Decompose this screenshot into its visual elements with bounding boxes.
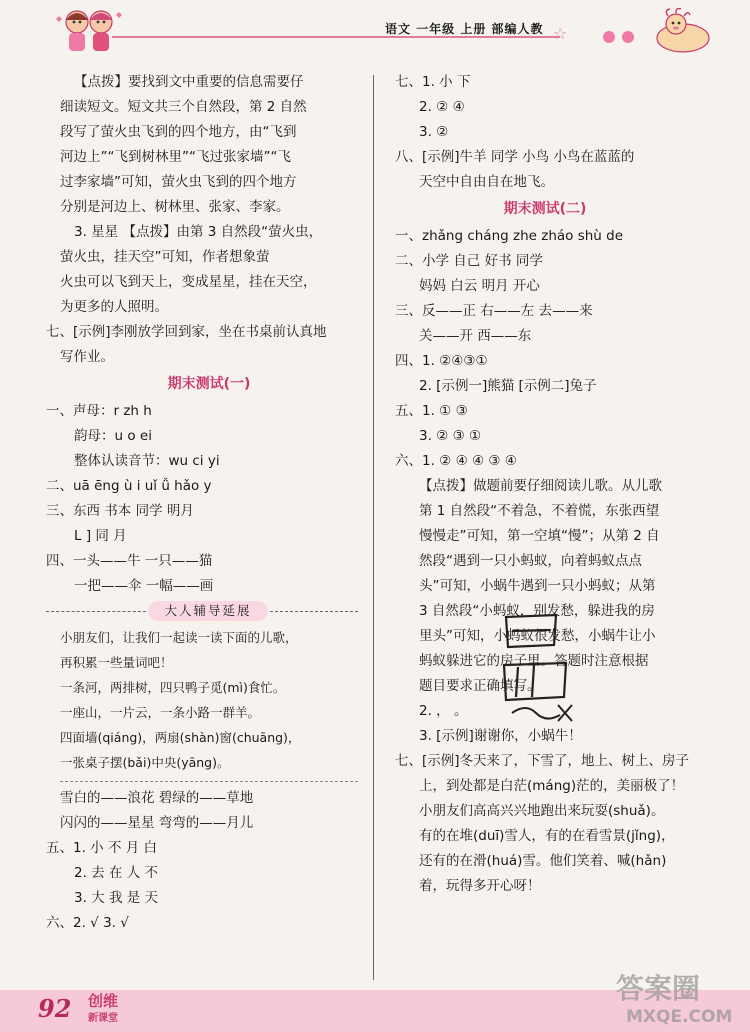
answer-line: 小朋友们高高兴兴地跑出来玩耍(shuǎ)。 xyxy=(419,803,665,819)
answer-line: 七、[示例]李刚放学回到家，坐在书桌前认真地 xyxy=(46,324,327,340)
answer-line: 五、1. ① ③ xyxy=(395,403,468,419)
answer-line: 妈妈 白云 明月 开心 xyxy=(419,278,540,294)
left-column xyxy=(46,70,358,936)
answer-line: 【点拨】要找到文中重要的信息需要仔 xyxy=(74,74,304,90)
column-divider xyxy=(373,75,374,980)
subject-line: 语文 一年级 上册 部编人教 xyxy=(385,22,544,36)
answer-line: 萤火虫，挂天空”可知，作者想象萤 xyxy=(60,249,270,265)
watermark-url: MXQE.COM xyxy=(626,1007,733,1027)
cartoon-kids-icon xyxy=(55,6,125,54)
answer-line: 二、uā ēng ù i uǐ ǚ hǎo y xyxy=(46,478,212,494)
poem-line: 四面墙(qiáng)，两扇(shàn)窗(chuāng)， xyxy=(60,730,301,745)
brand-line: 新课堂 xyxy=(88,1013,118,1024)
answer-line: 一把——伞 一幅——画 xyxy=(74,578,214,594)
answer-line: 一、声母：r zh h xyxy=(46,403,152,419)
answer-line: 2. ， 。 xyxy=(419,703,468,719)
extension-end-rule xyxy=(60,781,358,782)
answer-line: 六、2. √ 3. √ xyxy=(46,915,129,931)
answer-line: 3. 星星 【点拨】由第 3 自然段“萤火虫， xyxy=(74,224,323,240)
answer-line: L ] 同 月 xyxy=(74,528,127,544)
poem-line: 一张桌子摆(bǎi)中央(yāng)。 xyxy=(60,755,230,770)
answer-line: 过李家墙”可知，萤火虫飞到的四个地方 xyxy=(60,174,297,190)
note-line: 蚂蚁躲进它的房子里。答题时注意根据 xyxy=(419,653,649,669)
answer-line: 四、1. ②④③① xyxy=(395,353,488,369)
handwriting-scribble xyxy=(498,605,586,735)
note-line: 3 自然段“小蚂蚁，别发愁，躲进我的房 xyxy=(419,603,655,619)
answer-line: 八、[示例]牛羊 同学 小鸟 小鸟在蓝蓝的 xyxy=(395,149,635,165)
answer-line: 2. ② ④ xyxy=(419,99,465,115)
answer-line: 七、[示例]冬天来了，下雪了，地上、树上、房子 xyxy=(395,753,690,769)
note-line: 第 1 自然段“不着急，不着慌，东张西望 xyxy=(419,503,660,519)
answer-line: 写作业。 xyxy=(60,349,114,365)
answer-line: 关——开 西——东 xyxy=(419,328,532,344)
note-line: 题目要求正确填写。 xyxy=(419,678,541,694)
answer-line: 3. 大 我 是 天 xyxy=(74,890,159,906)
watermark-text: 答案圈 xyxy=(616,972,701,1005)
brand-logo xyxy=(88,992,118,1028)
note-line: 【点拨】做题前要仔细阅读儿歌。从儿歌 xyxy=(419,478,662,494)
extension-text: 小朋友们，让我们一起读一读下面的儿歌， xyxy=(60,630,298,645)
dot-icon xyxy=(622,31,634,43)
extension-header xyxy=(60,599,358,625)
answer-line: 2. [示例一]熊猫 [示例二]兔子 xyxy=(419,378,597,394)
answer-line: 河边上”“飞到树林里”“飞过张家墙”“飞 xyxy=(60,149,291,165)
page-header xyxy=(0,0,750,58)
answer-line: 还有的在滑(huá)雪。他们笑着、喊(hǎn) xyxy=(419,853,667,869)
poem-line: 一座山，一片云，一条小路一群羊。 xyxy=(60,705,261,720)
section-title: 期末测试(一) xyxy=(167,376,251,392)
answer-line: 五、1. 小 不 月 白 xyxy=(46,840,158,856)
answer-line: 天空中自由自在地飞。 xyxy=(419,174,554,190)
star-icon: ☆ xyxy=(553,24,568,43)
answer-line: 三、反——正 右——左 去——来 xyxy=(395,303,593,319)
section-title: 期末测试(二) xyxy=(503,201,587,217)
answer-line: 段写了萤火虫飞到的四个地方，由“飞到 xyxy=(60,124,297,140)
answer-line: 韵母：u o ei xyxy=(74,428,152,444)
answer-line: 3. ② ③ ① xyxy=(419,428,482,444)
extension-text: 再积累一些量词吧！ xyxy=(60,655,173,670)
answer-line: 着，玩得多开心呀！ xyxy=(419,878,541,894)
page-number: 92 xyxy=(38,994,72,1023)
answer-line: 为更多的人照明。 xyxy=(60,299,168,315)
dot-icon xyxy=(603,31,615,43)
cartoon-animal-icon xyxy=(648,8,718,54)
note-line: 里头”可知，小蚂蚁很发愁，小蜗牛让小 xyxy=(419,628,656,644)
answer-line: 一、zhǎng cháng zhe zháo shù de xyxy=(395,228,624,244)
answer-line: 3. ② xyxy=(419,124,449,140)
answer-line: 分别是河边上、树林里、张家、李家。 xyxy=(60,199,290,215)
answer-line: 二、小学 自己 好书 同学 xyxy=(395,253,543,269)
right-column xyxy=(395,70,695,899)
answer-line: 火虫可以飞到天上，变成星星，挂在天空， xyxy=(60,274,317,290)
answer-line: 3. [示例]谢谢你，小蜗牛！ xyxy=(419,728,582,744)
answer-line: 2. 去 在 人 不 xyxy=(74,865,159,881)
brand-line: 创维 xyxy=(88,992,119,1010)
answer-line: 雪白的——浪花 碧绿的——草地 xyxy=(60,790,254,806)
extension-title: 大人辅导延展 xyxy=(148,601,268,621)
answer-line: 四、一头——牛 一只——猫 xyxy=(46,553,213,569)
note-line: 然段“遇到一只小蚂蚁，向着蚂蚁点点 xyxy=(419,553,642,569)
watermark-logo xyxy=(612,966,742,1028)
poem-line: 一条河，两排树，四只鸭子觅(mì)食忙。 xyxy=(60,680,286,695)
note-line: 头”可知，小蜗牛遇到一只小蚂蚁；从第 xyxy=(419,578,656,594)
answer-line: 细读短文。短文共三个自然段，第 2 自然 xyxy=(60,99,307,115)
answer-line: 闪闪的——星星 弯弯的——月儿 xyxy=(60,815,254,831)
answer-line: 整体认读音节：wu ci yi xyxy=(74,453,220,469)
answer-line: 三、东西 书本 同学 明月 xyxy=(46,503,194,519)
answer-line: 六、1. ② ④ ④ ③ ④ xyxy=(395,453,517,469)
answer-line: 上，到处都是白茫(máng)茫的，美丽极了！ xyxy=(419,778,685,794)
answer-line: 有的在堆(duī)雪人，有的在看雪景(jǐng)， xyxy=(419,828,675,844)
answer-line: 七、1. 小 下 xyxy=(395,74,471,90)
note-line: 慢慢走”可知，第一空填“慢”；从第 2 自 xyxy=(419,528,660,544)
